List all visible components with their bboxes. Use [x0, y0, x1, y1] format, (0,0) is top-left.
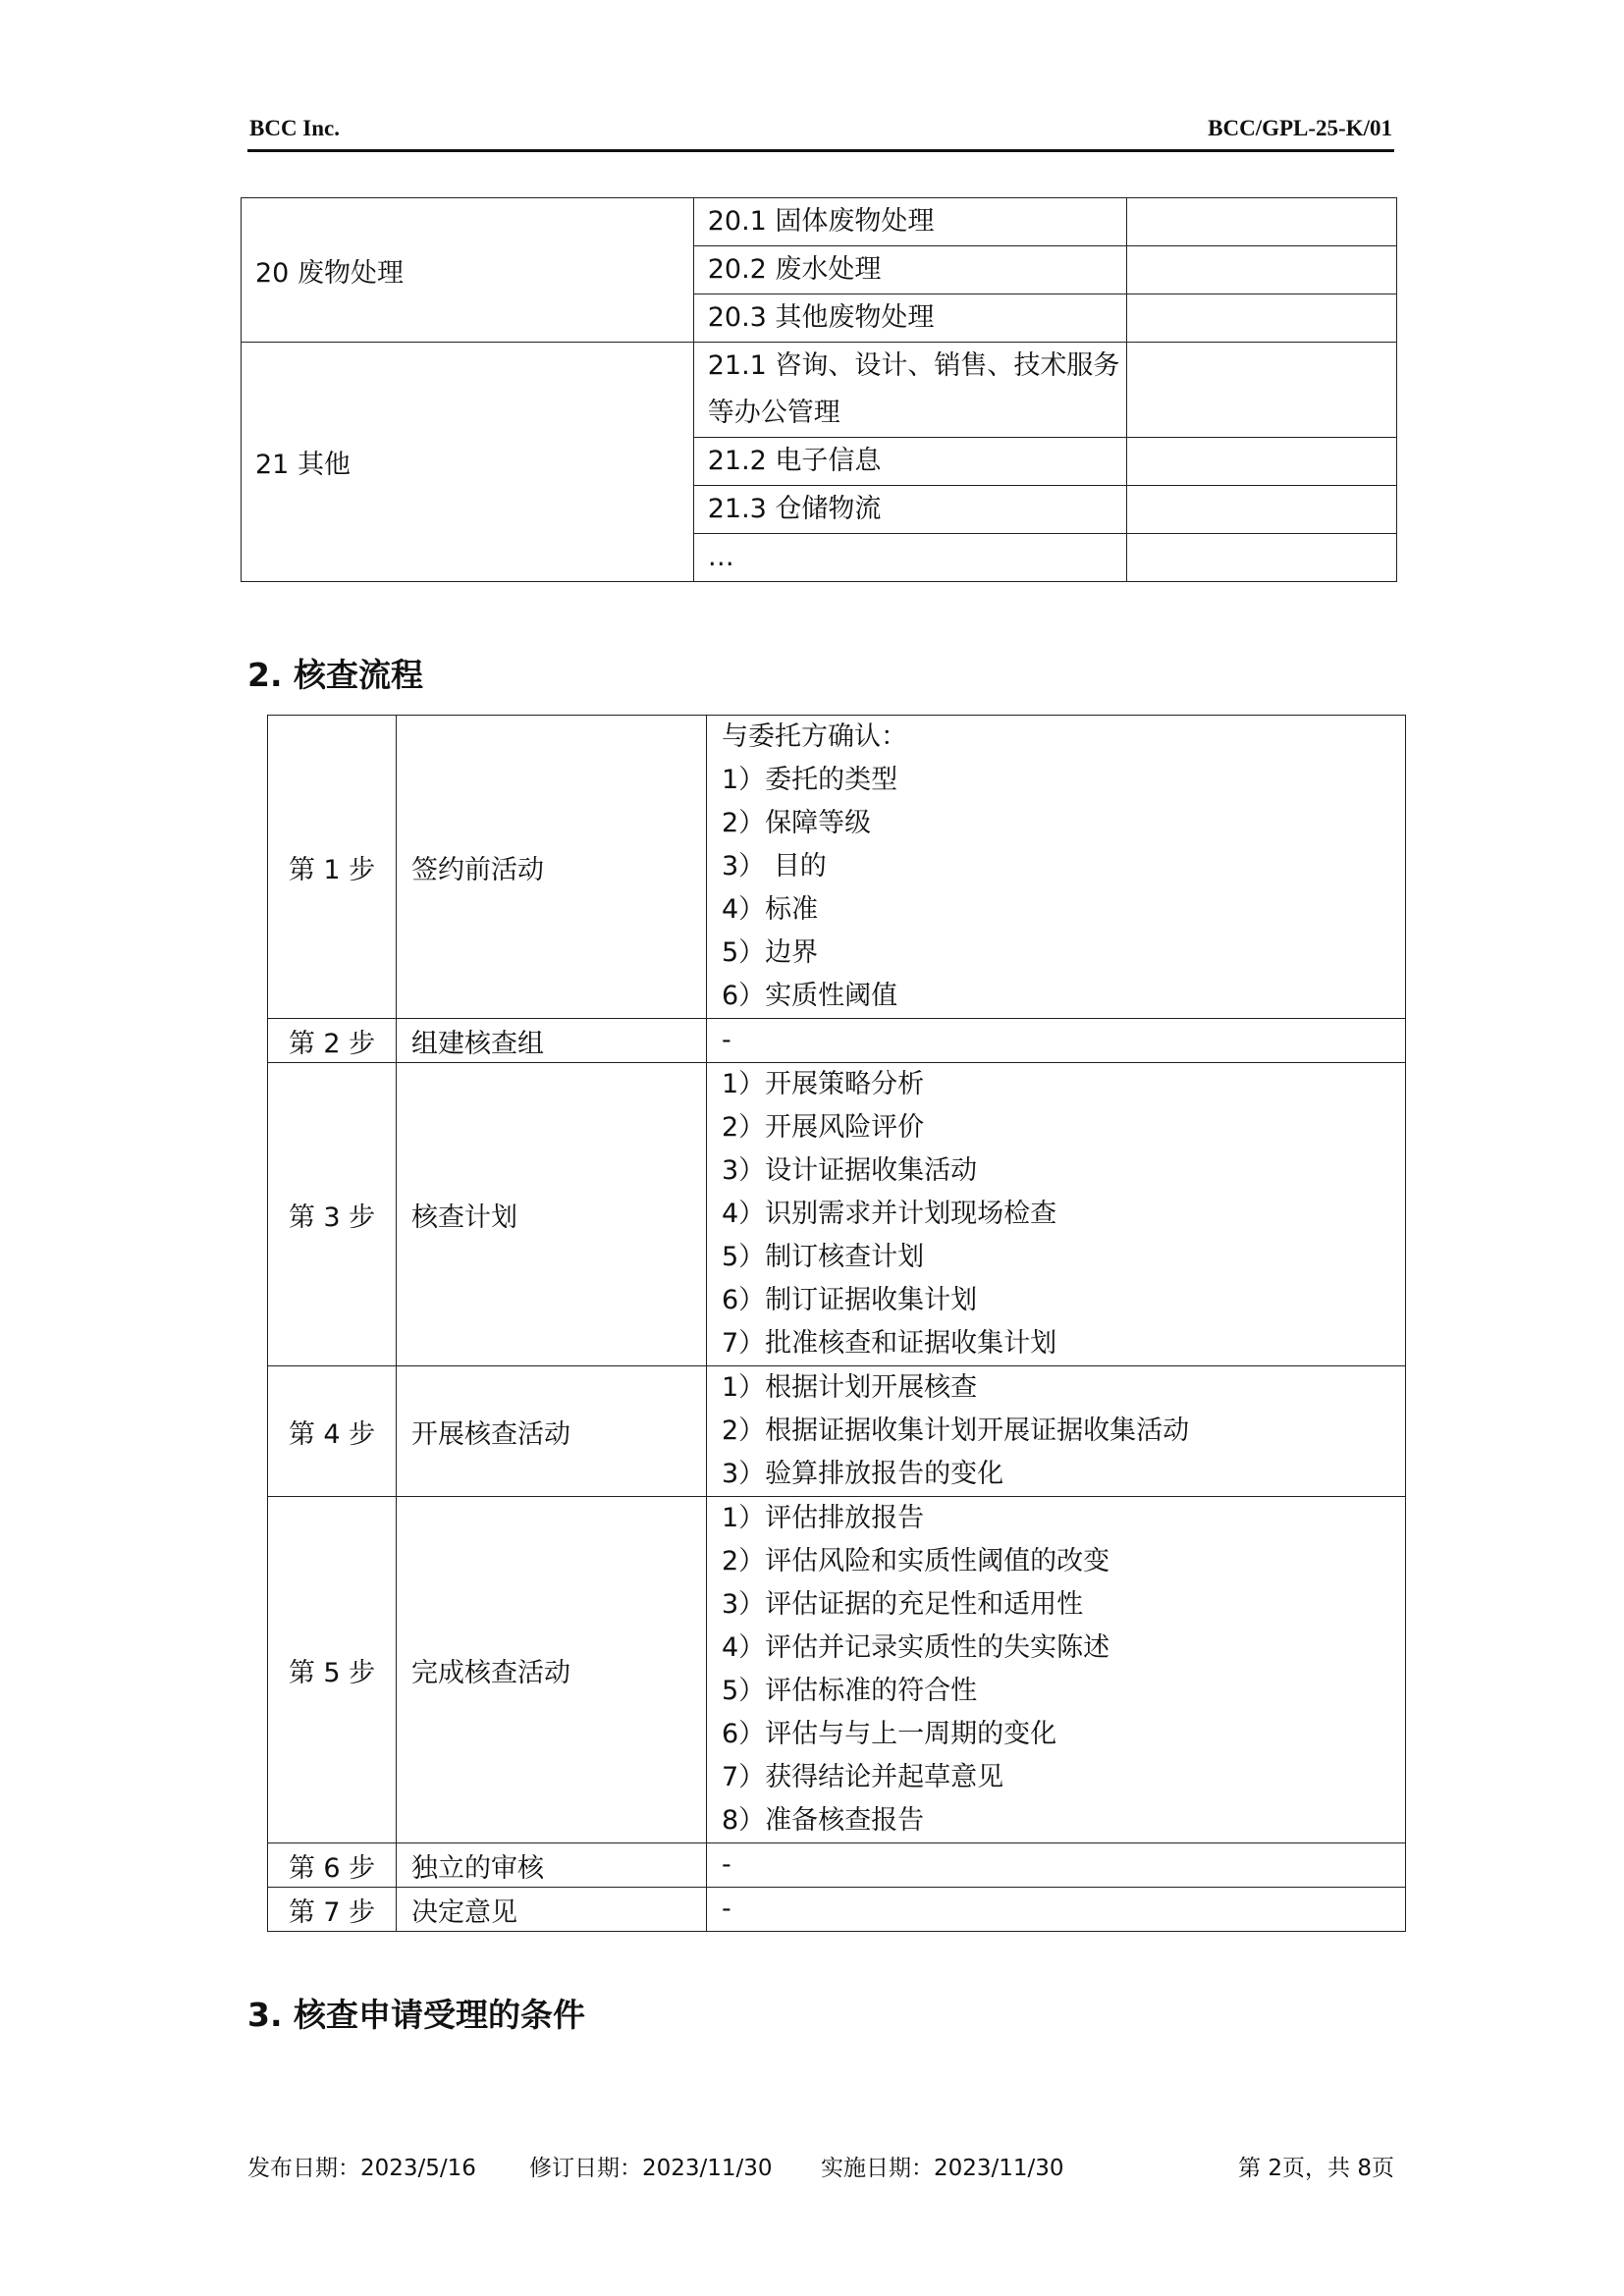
step-name-cell: 核查计划 — [397, 1063, 707, 1366]
process-row — [268, 1063, 1406, 1366]
step-number-cell: 第 6 步 — [268, 1843, 397, 1888]
step-detail-line: 2）根据证据收集计划开展证据收集活动 — [722, 1415, 1190, 1446]
process-table — [267, 715, 1406, 1932]
page-number: 第 2页，共 8页 — [1238, 2156, 1394, 2181]
section-2-title: 2. 核查流程 — [247, 656, 423, 694]
scope-blank-cell — [1127, 438, 1397, 486]
step-name-cell: 独立的审核 — [397, 1843, 707, 1888]
step-detail-line: 2）评估风险和实质性阈值的改变 — [722, 1546, 1110, 1576]
scope-table — [241, 197, 1397, 582]
step-detail-line: 1）委托的类型 — [722, 765, 898, 795]
step-detail-line: 2）开展风险评价 — [722, 1112, 925, 1143]
scope-subcategory-cell: 21.2 电子信息 — [693, 438, 1126, 486]
step-number-cell: 第 7 步 — [268, 1888, 397, 1932]
document-code: BCC/GPL-25-K/01 — [1208, 116, 1392, 140]
step-detail-line: 2）保障等级 — [722, 808, 872, 838]
step-number-cell: 第 2 步 — [268, 1019, 397, 1063]
revise-date: 修订日期：2023/11/30 — [529, 2156, 773, 2181]
scope-blank-cell — [1127, 294, 1397, 343]
step-detail-line: 3）设计证据收集活动 — [722, 1155, 978, 1186]
step-detail-line: - — [722, 1849, 731, 1880]
scope-row — [242, 198, 1397, 246]
effective-date: 实施日期：2023/11/30 — [821, 2156, 1064, 2181]
process-row — [268, 1843, 1406, 1888]
scope-subcategory-cell: 21.3 仓储物流 — [693, 486, 1126, 534]
step-name-cell: 签约前活动 — [397, 716, 707, 1019]
step-details-cell — [707, 1366, 1406, 1497]
step-detail-line: 1）评估排放报告 — [722, 1503, 925, 1533]
step-detail-line: 3） 目的 — [722, 851, 827, 881]
scope-category-cell: 21 其他 — [242, 343, 694, 582]
step-detail-line: 7）批准核查和证据收集计划 — [722, 1328, 1057, 1359]
step-detail-line: 4）标准 — [722, 894, 819, 925]
step-details-cell — [707, 1063, 1406, 1366]
step-detail-line: 4）评估并记录实质性的失实陈述 — [722, 1632, 1110, 1663]
scope-blank-cell — [1127, 534, 1397, 582]
step-detail-line: 4）识别需求并计划现场检查 — [722, 1199, 1057, 1229]
step-detail-line: 1）开展策略分析 — [722, 1069, 925, 1099]
scope-subcategory-cell: 21.1 咨询、设计、销售、技术服务等办公管理 — [693, 343, 1126, 438]
process-row — [268, 1019, 1406, 1063]
scope-subcategory-cell: 20.2 废水处理 — [693, 246, 1126, 294]
scope-row — [242, 343, 1397, 438]
step-detail-line: 6）制订证据收集计划 — [722, 1285, 978, 1315]
step-number-cell: 第 5 步 — [268, 1497, 397, 1843]
scope-subcategory-cell: 20.3 其他废物处理 — [693, 294, 1126, 343]
step-name-cell: 决定意见 — [397, 1888, 707, 1932]
step-detail-line: 5）边界 — [722, 937, 819, 968]
step-detail-line: 6）实质性阈值 — [722, 981, 898, 1011]
step-detail-line: - — [722, 1894, 731, 1924]
process-row — [268, 1366, 1406, 1497]
scope-blank-cell — [1127, 246, 1397, 294]
step-detail-line: - — [722, 1025, 731, 1055]
scope-category-cell: 20 废物处理 — [242, 198, 694, 343]
scope-subcategory-cell: 20.1 固体废物处理 — [693, 198, 1126, 246]
step-detail-line: 3）验算排放报告的变化 — [722, 1459, 1004, 1489]
step-detail-line: 8）准备核查报告 — [722, 1805, 925, 1836]
section-3-title: 3. 核查申请受理的条件 — [247, 1996, 585, 2034]
step-detail-line: 7）获得结论并起草意见 — [722, 1762, 1004, 1792]
step-detail-line: 6）评估与与上一周期的变化 — [722, 1719, 1057, 1749]
step-name-cell: 组建核查组 — [397, 1019, 707, 1063]
step-details-cell — [707, 716, 1406, 1019]
step-detail-line: 3）评估证据的充足性和适用性 — [722, 1589, 1084, 1620]
page-header — [247, 110, 1394, 152]
step-name-cell: 完成核查活动 — [397, 1497, 707, 1843]
page-footer — [247, 2150, 1394, 2185]
step-detail-line: 1）根据计划开展核查 — [722, 1372, 978, 1403]
step-details-cell — [707, 1843, 1406, 1888]
step-details-cell — [707, 1497, 1406, 1843]
process-row — [268, 1888, 1406, 1932]
step-name-cell: 开展核查活动 — [397, 1366, 707, 1497]
company-name: BCC Inc. — [249, 116, 341, 140]
process-row — [268, 1497, 1406, 1843]
publish-date: 发布日期：2023/5/16 — [247, 2156, 476, 2181]
step-details-cell — [707, 1888, 1406, 1932]
scope-blank-cell — [1127, 486, 1397, 534]
step-number-cell: 第 1 步 — [268, 716, 397, 1019]
step-detail-line: 5）评估标准的符合性 — [722, 1676, 978, 1706]
scope-blank-cell — [1127, 343, 1397, 438]
step-detail-line: 5）制订核查计划 — [722, 1242, 925, 1272]
process-row — [268, 716, 1406, 1019]
step-number-cell: 第 3 步 — [268, 1063, 397, 1366]
step-detail-line: 与委托方确认： — [722, 721, 907, 752]
step-number-cell: 第 4 步 — [268, 1366, 397, 1497]
step-details-cell — [707, 1019, 1406, 1063]
scope-blank-cell — [1127, 198, 1397, 246]
scope-subcategory-cell: … — [693, 534, 1126, 582]
